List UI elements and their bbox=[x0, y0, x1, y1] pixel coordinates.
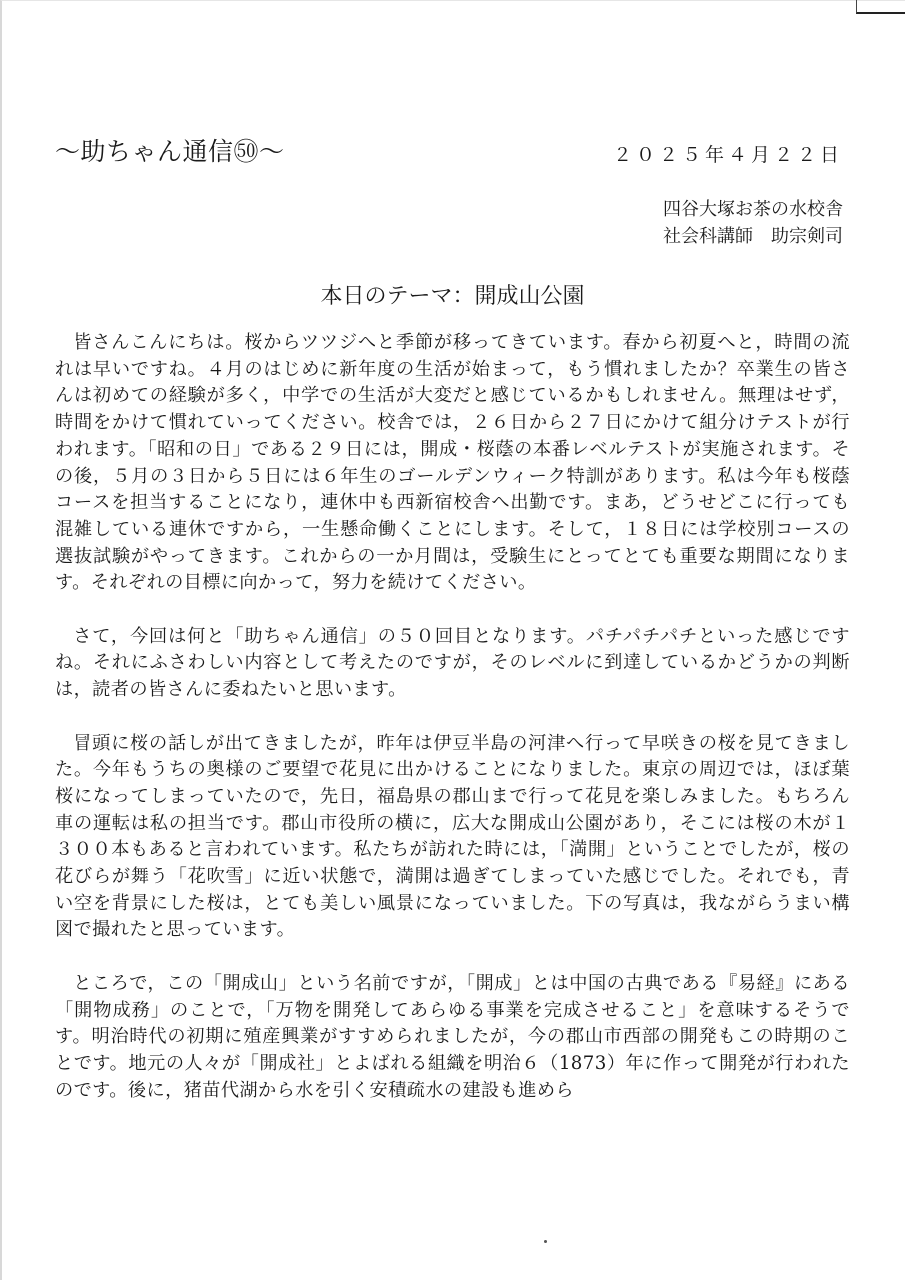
paragraph-kaiseizan-origin: ところで，この「開成山」という名前ですが，「開成」とは中国の古典である『易経』にある「開物成務」のことで，「万物を開発してあらゆる事業を完成させること」を意味するそうです。明治時代の初期に殖産興業がすすめられましたが，今の郡山市西部の開発もこの時期のことです。地元の人々が「開成社」とよばれる組織を明治６（1873）年に作って開発が行われたのです。後に，猪苗代湖から水を引く安積疏水の建設も進めら bbox=[55, 972, 850, 1101]
article-body bbox=[55, 330, 850, 1131]
author-name: 社会科講師 助宗剣司 bbox=[663, 226, 843, 247]
scan-corner-mark bbox=[856, 0, 905, 14]
author-block bbox=[483, 196, 843, 250]
issue-date: ２０２５年４月２２日 bbox=[612, 144, 843, 166]
scan-dot bbox=[544, 1240, 547, 1243]
paragraph-intro: 皆さんこんにちは。桜からツツジへと季節が移ってきています。春から初夏へと，時間の流れは早いですね。４月のはじめに新年度の生活が始まって，もう慣れましたか？卒業生の皆さんは初めての経験が多く，中学での生活が大変だと感じているかもしれません。無理はせず，時間をかけて慣れていってください。校舎では，２６日から２７日にかけて組分けテストが行われます。「昭和の日」である２９日には，開成・桜蔭の本番レベルテストが実施されます。その後，５月の３日から５日には６年生のゴールデンウィーク特訓があります。私は今年も桜蔭コースを担当することになり，連休中も西新宿校舎へ出勤です。まあ，どうせどこに行っても混雑している連休ですから，一生懸命働くことにします。そして，１８日には学校別コースの選抜試験がやってきます。これからの一か月間は，受験生にとってとても重要な期間になります。それぞれの目標に向かって，努力を続けてください。 bbox=[55, 332, 850, 594]
paragraph-hanami: 冒頭に桜の話しが出てきましたが，昨年は伊豆半島の河津へ行って早咲きの桜を見てきました。今年もうちの奥様のご要望で花見に出かけることになりました。東京の周辺では，ほぼ葉桜になってしまっていたので，先日，福島県の郡山まで行って花見を楽しみました。もちろん車の運転は私の担当です。郡山市役所の横に，広大な開成山公園があり，そこには桜の木が１３００本もあると言われています。私たちが訪れた時には，「満開」ということでしたが，桜の花びらが舞う「花吹雪」に近い状態で，満開は過ぎてしまっていた感じでした。それでも，青い空を背景にした桜は，とても美しい風景になっていました。下の写真は，我ながらうまい構図で撮れたと思っています。 bbox=[55, 732, 850, 941]
theme-heading: 本日のテーマ：開成山公園 bbox=[320, 284, 585, 309]
author-affiliation: 四谷大塚お茶の水校舎 bbox=[663, 199, 843, 220]
newsletter-title: ～助ちゃん通信㊿～ bbox=[55, 137, 285, 166]
paragraph-anniversary: さて，今回は何と「助ちゃん通信」の５０回目となります。パチパチパチといった感じですね。それにふさわしい内容として考えたのですが，そのレベルに到達しているかどうかの判断は，読者の皆さんに委ねたいと思います。 bbox=[55, 625, 850, 701]
